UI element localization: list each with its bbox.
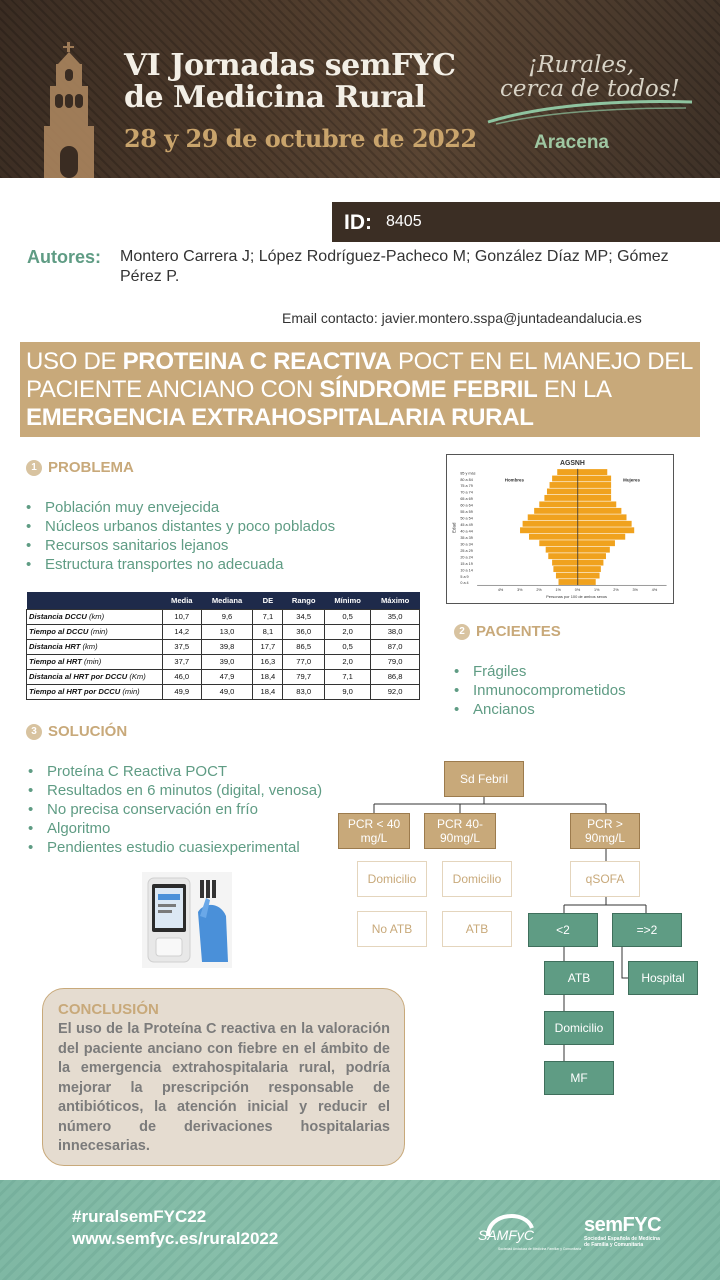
pyramid-tick-label: 0% <box>574 588 581 593</box>
table-row <box>27 669 420 684</box>
table-cell: 47,9 <box>201 669 253 684</box>
table-cell: 38,0 <box>371 624 420 639</box>
table-cell: 7,1 <box>253 609 283 624</box>
flow-lt2-mf: MF <box>544 1061 614 1095</box>
table-cell: 87,0 <box>371 639 420 654</box>
table-row <box>27 624 420 639</box>
list-item: • Algoritmo <box>28 819 322 838</box>
table-header: Mínimo <box>325 592 371 609</box>
pyramid-title: AGSNH <box>560 459 585 467</box>
pyramid-age-label: 85 y más <box>460 471 476 476</box>
pyramid-bar-female <box>578 501 616 507</box>
pyramid-bar-female <box>578 469 608 475</box>
flow-ge2-hospital: Hospital <box>628 961 698 995</box>
pyramid-bar-male <box>547 489 578 495</box>
conclusion-heading: CONCLUSIÓN <box>58 1001 159 1018</box>
id-value: 8405 <box>386 213 422 230</box>
pyramid-bar-male <box>552 476 578 482</box>
population-pyramid-chart <box>446 454 674 604</box>
bell-tower-icon <box>34 42 104 178</box>
conclusion-text: El uso de la Proteína C reactiva en la valoración del paciente anciano con fiebre en el ámbito de la emergencia extrahospitalaria rural, podría mejorar la prescripción responsable de antibióticos, la atención inicial y reducir el número de derivaciones hospitalarias innecesarias. <box>58 1021 390 1154</box>
flow-low-abx: No ATB <box>357 911 427 947</box>
pyramid-age-label: 55 a 59 <box>460 510 473 515</box>
authors-list: Montero Carrera J; López Rodríguez-Pacheco M; González Díaz MP; Gómez Pérez P. <box>120 248 669 285</box>
poster-title: USO DE PROTEINA C REACTIVA POCT EN EL MANEJO DEL PACIENTE ANCIANO CON SÍNDROME FEBRIL EN LA EMERGENCIA EXTRAHOSPITALARIA RURAL <box>26 348 693 431</box>
table-row-label: Distancia HRT (km) <box>27 639 163 654</box>
pyramid-bar-male <box>539 540 577 546</box>
table-header-row <box>27 592 420 609</box>
section-number-badge: 3 <box>26 724 42 740</box>
table-cell: 37,5 <box>163 639 202 654</box>
table-cell: 9,6 <box>201 609 253 624</box>
slogan-line2: cerca de todos! <box>500 76 680 102</box>
flow-low-dest: Domicilio <box>357 861 427 897</box>
list-item: • Inmunocomprometidos <box>454 681 626 700</box>
table-cell: 39,8 <box>201 639 253 654</box>
table-cell: 83,0 <box>283 684 325 699</box>
table-cell: 14,2 <box>163 624 202 639</box>
table-row-label: Tiempo al HRT por DCCU (min) <box>27 684 163 699</box>
pyramid-bar-female <box>578 508 622 514</box>
table-row-label: Distancia al HRT por DCCU (Km) <box>27 669 163 684</box>
pyramid-bar-male <box>550 482 578 488</box>
table-cell: 35,0 <box>371 609 420 624</box>
table-cell: 18,4 <box>253 684 283 699</box>
pyramid-bar-female <box>578 547 610 553</box>
pyramid-bar-female <box>578 560 604 566</box>
flow-root: Sd Febril <box>444 761 524 797</box>
list-item: • Pendientes estudio cuasiexperimental <box>28 838 322 857</box>
table-row <box>27 639 420 654</box>
section-problema-heading: 1 PROBLEMA <box>26 459 134 476</box>
section-pacientes-heading: 2 PACIENTES <box>454 623 561 640</box>
pyramid-bar-female <box>578 489 611 495</box>
list-item: • Estructura transportes no adecuada <box>26 555 335 574</box>
pyramid-bar-female <box>578 527 634 533</box>
flow-pcr-low: PCR < 40 mg/L <box>338 813 410 849</box>
table-header: Mediana <box>201 592 253 609</box>
pyramid-bar-female <box>578 482 611 488</box>
pyramid-tick-label: 4% <box>497 588 504 593</box>
table-cell: 8,1 <box>253 624 283 639</box>
conference-dates: 28 y 29 de octubre de 2022 <box>124 124 477 153</box>
pyramid-bar-female <box>578 534 625 540</box>
table-cell: 7,1 <box>325 669 371 684</box>
table-cell: 18,4 <box>253 669 283 684</box>
pyramid-bar-male <box>546 547 578 553</box>
table-cell: 36,0 <box>283 624 325 639</box>
pyramid-bar-male <box>534 508 578 514</box>
table-row <box>27 609 420 624</box>
table-row <box>27 654 420 669</box>
pyramid-age-label: 15 a 19 <box>460 561 473 566</box>
pyramid-bar-male <box>523 521 578 527</box>
flow-mid-dest: Domicilio <box>442 861 512 897</box>
pyramid-age-label: 0 a 4 <box>460 581 469 586</box>
pyramid-bar-female <box>578 579 596 585</box>
distance-time-table <box>26 592 420 700</box>
table-cell: 79,7 <box>283 669 325 684</box>
solucion-list <box>28 762 322 857</box>
pyramid-bar-male <box>553 566 577 572</box>
table-cell: 13,0 <box>201 624 253 639</box>
flow-qsofa-lt2: <2 <box>528 913 598 947</box>
pyramid-bar-female <box>578 521 632 527</box>
table-cell: 2,0 <box>325 654 371 669</box>
pyramid-bar-male <box>556 573 578 579</box>
pyramid-bar-male <box>548 553 578 559</box>
table-cell: 86,8 <box>371 669 420 684</box>
pyramid-tick-label: 2% <box>536 588 542 593</box>
table-row <box>27 684 420 699</box>
pyramid-age-label: 20 a 24 <box>460 555 473 560</box>
pyramid-age-label: 65 a 69 <box>460 497 473 502</box>
pyramid-bar-male <box>557 469 578 475</box>
table-cell: 92,0 <box>371 684 420 699</box>
list-item: • Frágiles <box>454 662 626 681</box>
pyramid-bar-male <box>539 501 577 507</box>
pyramid-x-axis-label: Personas por 100 de ambos sexos <box>546 594 608 600</box>
table-header: Máximo <box>371 592 420 609</box>
table-cell: 37,7 <box>163 654 202 669</box>
list-item: • Población muy envejecida <box>26 498 335 517</box>
contact-email: Email contacto: javier.montero.sspa@juntadeandalucia.es <box>282 310 642 326</box>
pyramid-bar-female <box>578 540 615 546</box>
pyramid-bar-female <box>578 476 611 482</box>
pyramid-bar-male <box>552 560 578 566</box>
pyramid-tick-label: 4% <box>651 588 658 593</box>
table-cell: 34,5 <box>283 609 325 624</box>
flow-qsofa-ge2: =>2 <box>612 913 682 947</box>
table-header <box>27 592 163 609</box>
samfyc-logo <box>470 1200 582 1272</box>
table-header: DE <box>253 592 283 609</box>
pyramid-bar-female <box>578 566 601 572</box>
list-item: • Ancianos <box>454 700 626 719</box>
table-cell: 39,0 <box>201 654 253 669</box>
conference-title-line1: VI Jornadas semFYC <box>124 48 456 83</box>
problema-list <box>26 498 335 574</box>
table-cell: 0,5 <box>325 609 371 624</box>
table-row-label: Tiempo al DCCU (min) <box>27 624 163 639</box>
table-cell: 46,0 <box>163 669 202 684</box>
table-row-label: Tiempo al HRT (min) <box>27 654 163 669</box>
svg-text:Sociedad Andaluza de Medicina: Sociedad Andaluza de Medicina Familiar y Comunitaria <box>498 1247 582 1251</box>
pyramid-tick-label: 1% <box>555 588 561 593</box>
table-cell: 49,0 <box>201 684 253 699</box>
flow-lt2-domicilio: Domicilio <box>544 1011 614 1045</box>
pyramid-age-label: 50 a 54 <box>460 516 473 521</box>
pyramid-age-label: 45 a 49 <box>460 523 473 528</box>
table-cell: 77,0 <box>283 654 325 669</box>
pyramid-y-axis-label: Edad <box>451 522 457 533</box>
list-item: • Núcleos urbanos distantes y poco poblados <box>26 517 335 536</box>
pyramid-bar-male <box>559 579 578 585</box>
table-cell: 86,5 <box>283 639 325 654</box>
pyramid-bar-male <box>529 534 578 540</box>
flow-pcr-mid: PCR 40-90mg/L <box>424 813 496 849</box>
footer-website[interactable]: www.semfyc.es/rural2022 <box>72 1229 279 1248</box>
pyramid-female-label: Mujeres <box>623 477 640 483</box>
pyramid-age-label: 5 a 9 <box>460 574 469 579</box>
footer-hashtag: #ruralsemFYC22 <box>72 1207 207 1226</box>
table-row-label: Distancia DCCU (km) <box>27 609 163 624</box>
pyramid-bar-female <box>578 514 627 520</box>
conference-place: Aracena <box>534 132 609 153</box>
id-label: ID: <box>344 211 372 234</box>
list-item: • Resultados en 6 minutos (digital, venosa) <box>28 781 322 800</box>
pyramid-age-label: 35 a 39 <box>460 535 473 540</box>
table-cell: 2,0 <box>325 624 371 639</box>
pyramid-bar-female <box>578 495 611 501</box>
pyramid-tick-label: 3% <box>632 588 638 593</box>
flow-qsofa: qSOFA <box>570 861 640 897</box>
list-item: • Proteína C Reactiva POCT <box>28 762 322 781</box>
table-cell: 0,5 <box>325 639 371 654</box>
pyramid-age-label: 70 a 74 <box>460 490 473 495</box>
list-item: • No precisa conservación en frío <box>28 800 322 819</box>
pyramid-male-label: Hombres <box>504 477 524 483</box>
conference-title-line2: de Medicina Rural <box>124 80 426 115</box>
pyramid-age-label: 40 a 44 <box>460 529 473 534</box>
pyramid-age-label: 80 a 84 <box>460 477 473 482</box>
pyramid-bar-female <box>578 573 600 579</box>
pacientes-list <box>454 662 626 719</box>
table-cell: 79,0 <box>371 654 420 669</box>
section-number-badge: 2 <box>454 624 470 640</box>
pyramid-tick-label: 2% <box>613 588 619 593</box>
pyramid-tick-label: 3% <box>517 588 523 593</box>
flow-pcr-high: PCR > 90mg/L <box>570 813 640 849</box>
authors-label: Autores: <box>27 247 102 267</box>
pyramid-bar-male <box>528 514 578 520</box>
flow-mid-abx: ATB <box>442 911 512 947</box>
svg-text:SAMFyC: SAMFyC <box>478 1227 534 1243</box>
flow-lt2-atb: ATB <box>544 961 614 995</box>
table-cell: 49,9 <box>163 684 202 699</box>
slogan-line1: ¡Rurales, <box>528 52 635 78</box>
table-cell: 16,3 <box>253 654 283 669</box>
semfyc-logo-text: semFYC <box>584 1214 662 1236</box>
pyramid-age-label: 25 a 29 <box>460 548 473 553</box>
pyramid-bar-male <box>520 527 578 533</box>
table-cell: 17,7 <box>253 639 283 654</box>
section-solucion-heading: 3 SOLUCIÓN <box>26 723 127 740</box>
pyramid-bar-male <box>544 495 577 501</box>
pyramid-bar-female <box>578 553 606 559</box>
pyramid-age-label: 10 a 14 <box>460 568 473 573</box>
table-cell: 9,0 <box>325 684 371 699</box>
semfyc-logo-subtitle: Sociedad Española de Medicina de Familia y Comunitaria <box>584 1236 660 1248</box>
pyramid-age-label: 75 a 79 <box>460 484 473 489</box>
poct-device-image <box>142 872 232 968</box>
list-item: • Recursos sanitarios lejanos <box>26 536 335 555</box>
table-header: Media <box>163 592 202 609</box>
table-header: Rango <box>283 592 325 609</box>
pyramid-age-label: 30 a 34 <box>460 542 473 547</box>
section-number-badge: 1 <box>26 460 42 476</box>
pyramid-age-label: 60 a 64 <box>460 503 473 508</box>
pyramid-tick-label: 1% <box>594 588 600 593</box>
table-cell: 10,7 <box>163 609 202 624</box>
swoosh-decoration <box>486 100 696 126</box>
